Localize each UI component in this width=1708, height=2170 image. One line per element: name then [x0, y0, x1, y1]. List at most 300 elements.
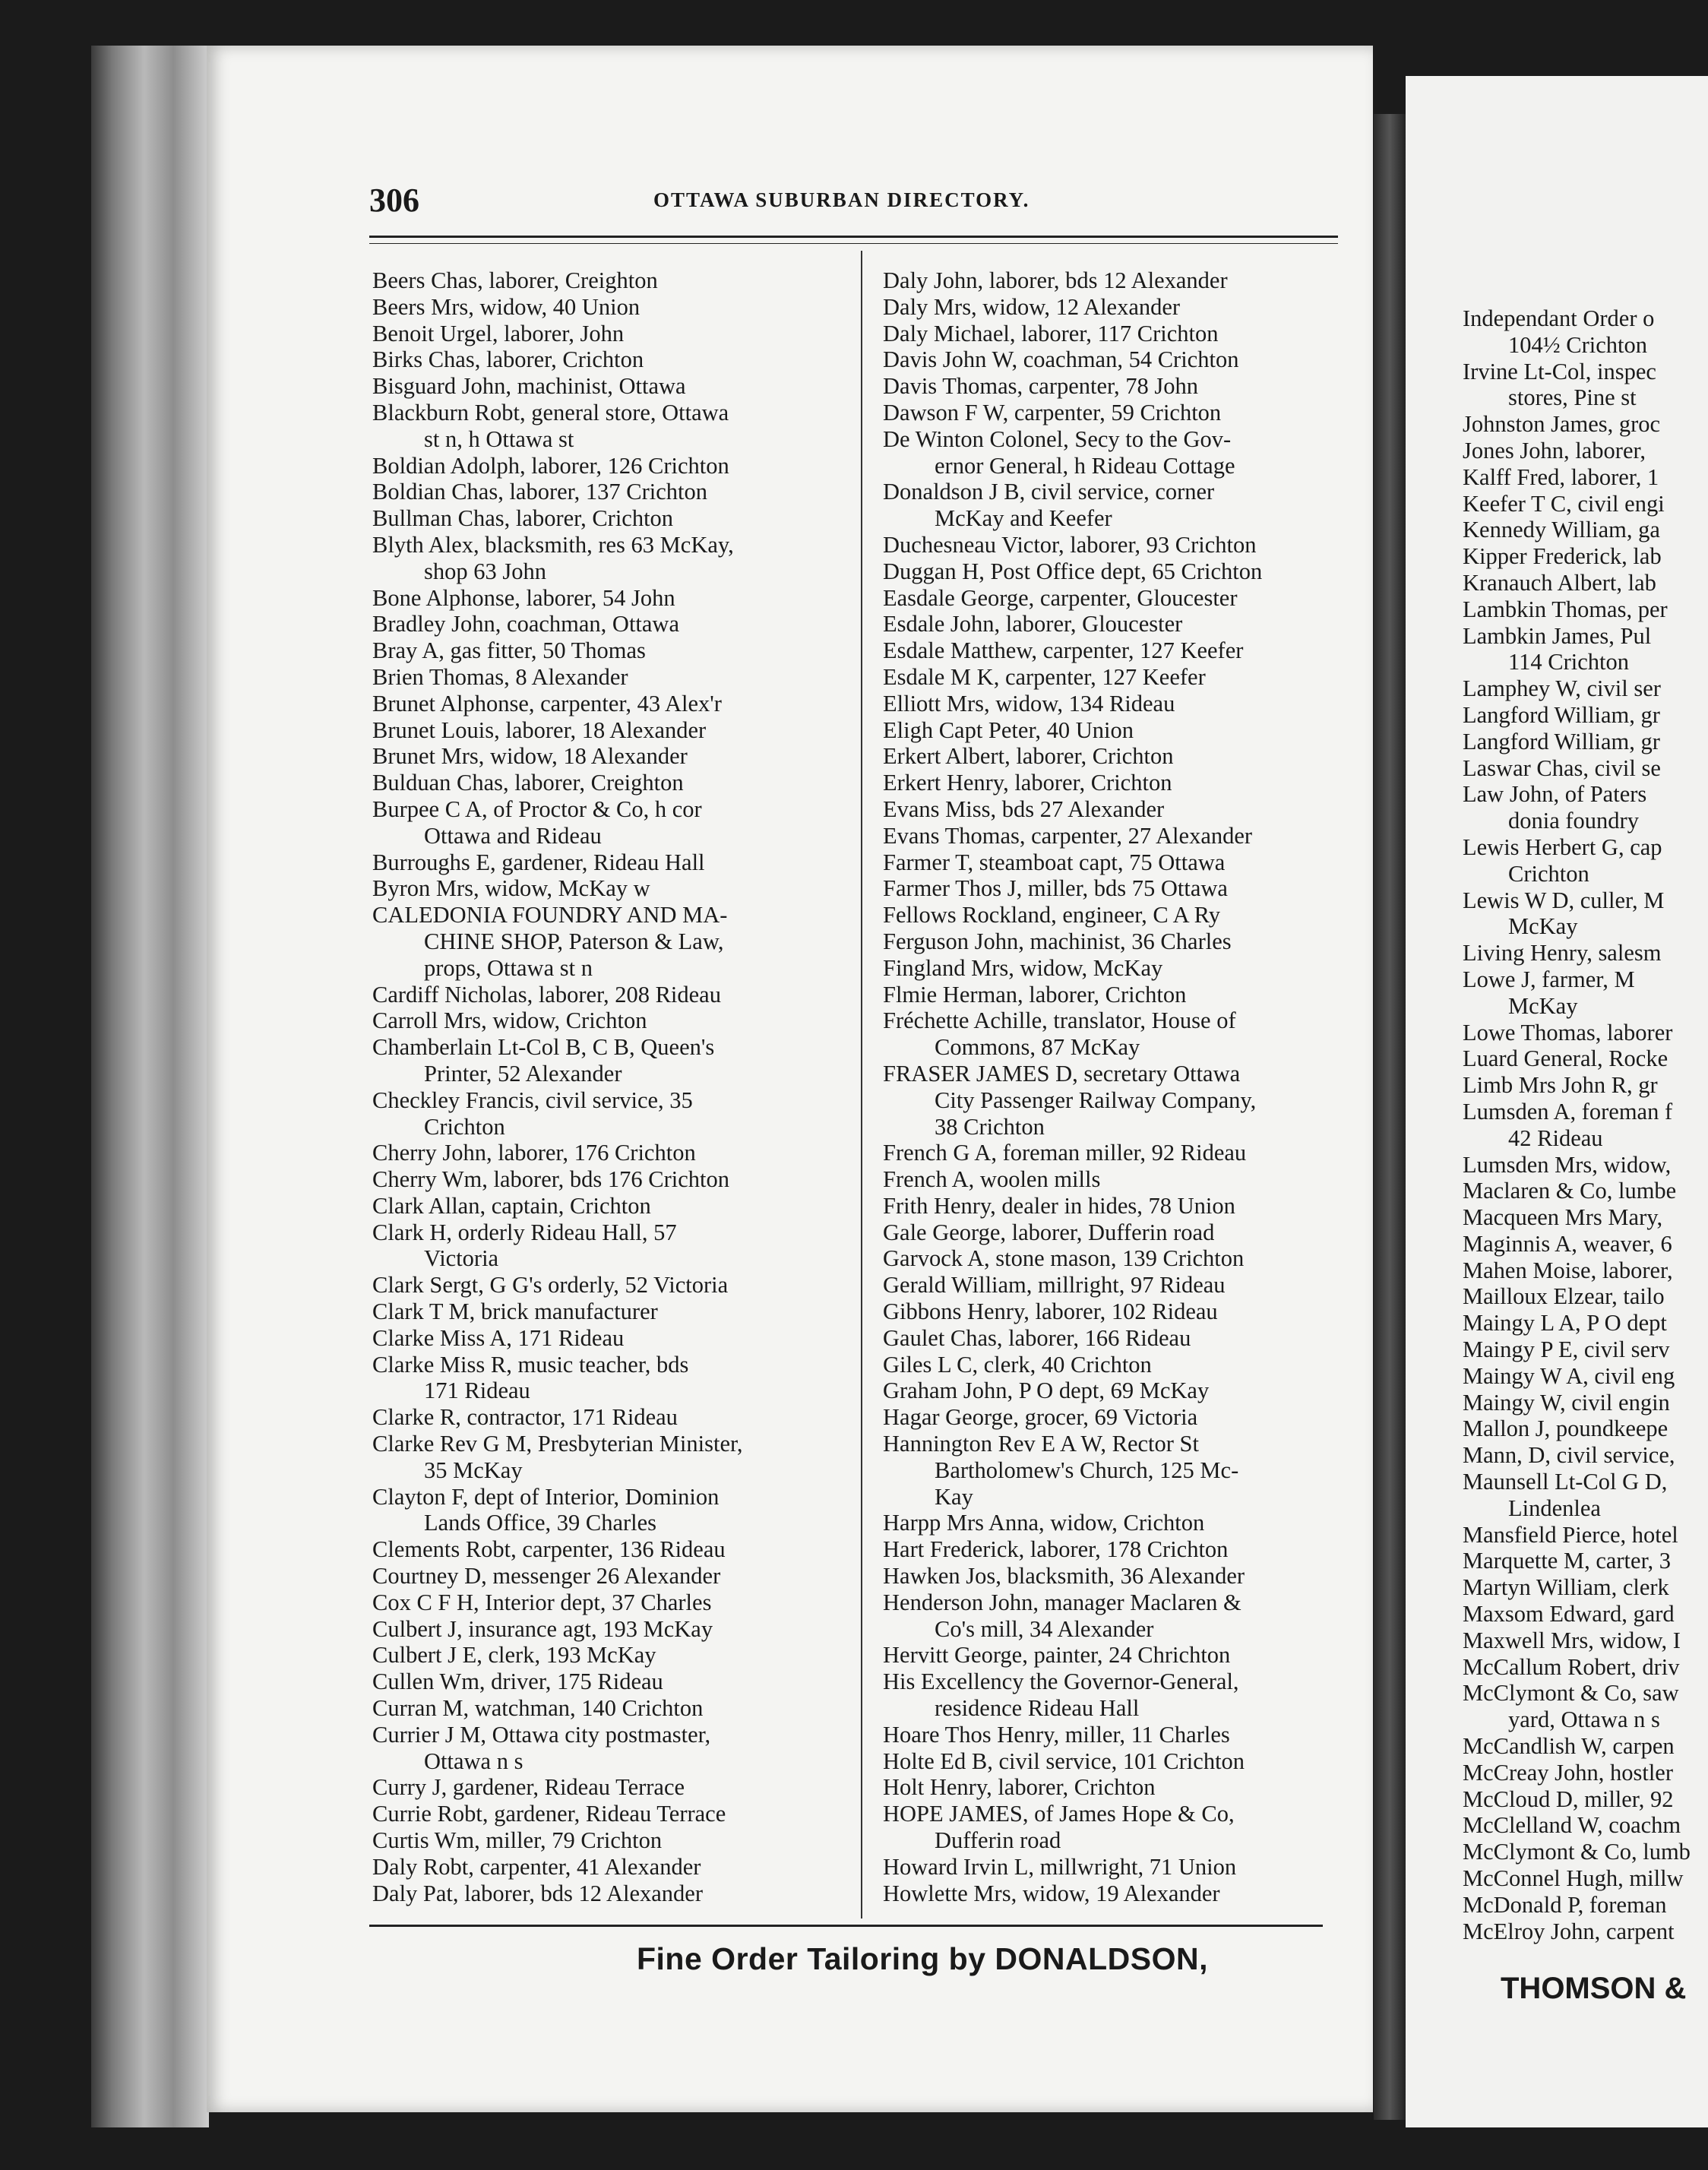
directory-entry	[883, 321, 1339, 347]
right-page-line: McElroy John, carpent	[1463, 1918, 1675, 1944]
entry-line: Culbert J E, clerk, 193 McKay	[372, 1642, 656, 1669]
directory-entry	[883, 1193, 1339, 1219]
directory-entry	[883, 1536, 1339, 1563]
right-page-line: Lumsden Mrs, widow,	[1463, 1151, 1672, 1178]
entry-line: Clarke Miss R, music teacher, bds	[372, 1351, 689, 1378]
directory-entry	[883, 558, 1339, 585]
right-page-line: yard, Ottawa n s	[1508, 1707, 1660, 1733]
right-page-line: Maingy P E, civil serv	[1463, 1336, 1670, 1363]
entry-line: Checkley Francis, civil service, 35	[372, 1087, 693, 1113]
directory-entry	[883, 1166, 1339, 1193]
entry-continuation-line: shop 63 John	[424, 558, 546, 584]
entry-line: Bullman Chas, laborer, Crichton	[372, 505, 674, 532]
directory-entry	[883, 585, 1339, 612]
page-number: 306	[369, 182, 419, 219]
entry-continuation-line: Commons, 87 McKay	[935, 1034, 1140, 1061]
entry-line: Davis John W, coachman, 54 Crichton	[883, 346, 1239, 373]
entry-line: Daly Pat, laborer, bds 12 Alexander	[372, 1880, 703, 1906]
entry-line: Daly John, laborer, bds 12 Alexander	[883, 267, 1228, 293]
directory-entry	[372, 1881, 828, 1907]
directory-entry	[883, 532, 1339, 558]
entry-continuation-line: Printer, 52 Alexander	[424, 1060, 622, 1087]
directory-entry	[372, 585, 828, 612]
entry-line: Evans Thomas, carpenter, 27 Alexander	[883, 822, 1253, 849]
entry-line: Brunet Alphonse, carpenter, 43 Alex'r	[372, 690, 722, 716]
directory-entry	[372, 1695, 828, 1722]
entry-line: Howlette Mrs, widow, 19 Alexander	[883, 1880, 1220, 1906]
directory-entry	[372, 1193, 828, 1219]
entry-line: Burpee C A, of Proctor & Co, h cor	[372, 796, 702, 822]
directory-entry	[372, 1722, 828, 1775]
entry-line: Gibbons Henry, laborer, 102 Rideau	[883, 1299, 1218, 1325]
entry-continuation-line: City Passenger Railway Company,	[935, 1087, 1257, 1113]
book-spine-edge	[91, 46, 209, 2127]
entry-line: Howard Irvin L, millwright, 71 Union	[883, 1853, 1237, 1880]
directory-entry	[883, 1510, 1339, 1536]
entry-line: Cardiff Nicholas, laborer, 208 Rideau	[372, 981, 721, 1008]
directory-entry	[883, 1299, 1339, 1325]
directory-entry	[372, 1669, 828, 1695]
entry-line: Hawken Jos, blacksmith, 36 Alexander	[883, 1563, 1245, 1590]
entry-line: Culbert J, insurance agt, 193 McKay	[372, 1615, 713, 1642]
directory-entry	[372, 1536, 828, 1563]
directory-entry	[372, 1140, 828, 1166]
directory-entry	[372, 1219, 828, 1273]
directory-entry	[883, 1352, 1339, 1378]
directory-entry	[883, 1563, 1339, 1590]
entry-line: Currie Robt, gardener, Rideau Terrace	[372, 1801, 726, 1827]
directory-entry	[372, 1325, 828, 1352]
book-gutter	[1374, 114, 1406, 2120]
directory-entry	[372, 875, 828, 902]
entry-line: Clayton F, dept of Interior, Dominion	[372, 1483, 720, 1510]
entry-continuation-line: Ottawa and Rideau	[424, 822, 602, 849]
directory-entry	[372, 982, 828, 1008]
directory-entry	[883, 1801, 1339, 1854]
entry-line: Donaldson J B, civil service, corner	[883, 479, 1215, 505]
entry-line: Currier J M, Ottawa city postmaster,	[372, 1721, 711, 1748]
directory-entry	[883, 717, 1339, 744]
entry-line: CALEDONIA FOUNDRY AND MA-	[372, 902, 728, 928]
directory-entry	[372, 664, 828, 691]
directory-entry	[372, 1272, 828, 1299]
directory-entry	[883, 1404, 1339, 1431]
directory-entry	[372, 1087, 828, 1140]
entry-line: FRASER JAMES D, secretary Ottawa	[883, 1060, 1241, 1087]
right-page-line: McCloud D, miller, 92	[1463, 1786, 1674, 1812]
directory-entry	[372, 796, 828, 849]
directory-entry	[883, 691, 1339, 717]
entry-line: Harpp Mrs Anna, widow, Crichton	[883, 1510, 1205, 1536]
entry-line: Daly Mrs, widow, 12 Alexander	[883, 293, 1181, 320]
entry-line: Easdale George, carpenter, Gloucester	[883, 584, 1238, 611]
right-page-line: Luard General, Rocke	[1463, 1045, 1668, 1072]
right-page-line: Maingy W A, civil eng	[1463, 1362, 1675, 1389]
right-page-line: Martyn William, clerk	[1463, 1574, 1669, 1601]
entry-line: His Excellency the Governor-General,	[883, 1669, 1239, 1695]
right-page-line: Lambkin James, Pul	[1463, 622, 1652, 649]
right-page-line: Lowe Thomas, laborer	[1463, 1019, 1673, 1045]
entry-line: Chamberlain Lt-Col B, C B, Queen's	[372, 1034, 715, 1061]
right-page-line: Maclaren & Co, lumbe	[1463, 1178, 1677, 1204]
right-page-line: McClelland W, coachm	[1463, 1812, 1681, 1839]
entry-line: Beers Chas, laborer, Creighton	[372, 267, 658, 293]
directory-entry	[883, 426, 1339, 479]
directory-entry	[372, 321, 828, 347]
entry-continuation-line: Crichton	[424, 1113, 505, 1140]
entry-line: Benoit Urgel, laborer, John	[372, 320, 625, 346]
directory-entry	[883, 373, 1339, 400]
entry-line: Flmie Herman, laborer, Crichton	[883, 981, 1187, 1008]
entry-continuation-line: st n, h Ottawa st	[424, 425, 574, 452]
entry-line: Fingland Mrs, widow, McKay	[883, 954, 1163, 981]
right-page-line: 42 Rideau	[1508, 1125, 1603, 1151]
directory-entry	[372, 453, 828, 479]
right-page-line: Maunsell Lt-Col G D,	[1463, 1469, 1668, 1495]
entry-line: Daly Michael, laborer, 117 Crichton	[883, 320, 1219, 346]
right-page-line: Lamphey W, civil ser	[1463, 675, 1661, 702]
directory-entry	[883, 1854, 1339, 1881]
entry-line: Davis Thomas, carpenter, 78 John	[883, 373, 1198, 400]
right-page-line: McDonald P, foreman	[1463, 1891, 1667, 1918]
right-page-line: Law John, of Paters	[1463, 781, 1647, 808]
right-page-line: Crichton	[1508, 860, 1589, 887]
directory-entry	[883, 875, 1339, 902]
right-page-line: Independant Order o	[1463, 305, 1655, 331]
entry-line: Clarke Rev G M, Presbyterian Minister,	[372, 1431, 743, 1457]
directory-entry	[372, 743, 828, 770]
directory-entry	[883, 1219, 1339, 1246]
directory-column-left	[372, 267, 828, 1906]
right-page-line: Kennedy William, ga	[1463, 517, 1660, 543]
right-page-line: 104½ Crichton	[1508, 331, 1647, 358]
entry-line: Clements Robt, carpenter, 136 Rideau	[372, 1536, 726, 1563]
entry-line: Graham John, P O dept, 69 McKay	[883, 1378, 1210, 1404]
directory-entry	[883, 928, 1339, 955]
right-page-line: Kranauch Albert, lab	[1463, 569, 1656, 596]
entry-line: Byron Mrs, widow, McKay w	[372, 875, 650, 902]
entry-line: Brunet Mrs, widow, 18 Alexander	[372, 743, 688, 770]
right-page-line: Mansfield Pierce, hotel	[1463, 1521, 1678, 1548]
entry-line: Curtis Wm, miller, 79 Crichton	[372, 1827, 663, 1854]
right-page-line: Keefer T C, civil engi	[1463, 490, 1665, 517]
entry-line: De Winton Colonel, Secy to the Gov-	[883, 425, 1232, 452]
directory-entry	[883, 1590, 1339, 1643]
entry-line: Blyth Alex, blacksmith, res 63 McKay,	[372, 531, 734, 558]
entry-line: Clark H, orderly Rideau Hall, 57	[372, 1219, 677, 1245]
entry-line: Birks Chas, laborer, Crichton	[372, 346, 644, 373]
entry-line: Giles L C, clerk, 40 Crichton	[883, 1351, 1152, 1378]
directory-entry	[372, 1484, 828, 1537]
directory-entry	[883, 1325, 1339, 1352]
entry-line: Fréchette Achille, translator, House of	[883, 1008, 1236, 1034]
right-page-line: McKay	[1508, 992, 1578, 1019]
directory-entry	[372, 373, 828, 400]
directory-entry	[372, 1801, 828, 1827]
running-title: OTTAWA SUBURBAN DIRECTORY.	[653, 188, 1030, 211]
entry-line: Esdale Matthew, carpenter, 127 Keefer	[883, 637, 1244, 664]
entry-continuation-line: Ottawa n s	[424, 1748, 523, 1774]
entry-line: French G A, foreman miller, 92 Rideau	[883, 1140, 1247, 1166]
directory-entry	[883, 1378, 1339, 1404]
entry-line: Cox C F H, Interior dept, 37 Charles	[372, 1589, 712, 1615]
entry-line: Boldian Chas, laborer, 137 Crichton	[372, 479, 707, 505]
right-page-line: Lewis W D, culler, M	[1463, 887, 1665, 913]
entry-line: Hagar George, grocer, 69 Victoria	[883, 1404, 1198, 1431]
right-page-line: Langford William, gr	[1463, 728, 1660, 754]
directory-entry	[883, 770, 1339, 796]
directory-entry	[883, 664, 1339, 691]
right-page-line: Lewis Herbert G, cap	[1463, 834, 1662, 860]
entry-line: Esdale John, laborer, Gloucester	[883, 611, 1183, 637]
directory-entry	[883, 294, 1339, 321]
directory-entry	[372, 611, 828, 637]
entry-continuation-line: McKay and Keefer	[935, 505, 1112, 532]
entry-line: Hart Frederick, laborer, 178 Crichton	[883, 1536, 1229, 1563]
entry-continuation-line: Bartholomew's Church, 125 Mc-	[935, 1457, 1239, 1483]
directory-entry	[372, 1008, 828, 1034]
directory-entry	[372, 1590, 828, 1616]
directory-entry	[883, 637, 1339, 664]
directory-entry	[372, 1616, 828, 1643]
entry-line: Clark Allan, captain, Crichton	[372, 1192, 651, 1219]
right-page-line: Maingy L A, P O dept	[1463, 1310, 1667, 1336]
entry-line: Blackburn Robt, general store, Ottawa	[372, 399, 729, 425]
directory-entry	[372, 1827, 828, 1854]
entry-line: Bradley John, coachman, Ottawa	[372, 611, 679, 637]
directory-entry	[372, 479, 828, 505]
entry-line: Holte Ed B, civil service, 101 Crichton	[883, 1748, 1245, 1774]
entry-line: Elliott Mrs, widow, 134 Rideau	[883, 690, 1175, 716]
directory-entry	[372, 770, 828, 796]
right-page-line: Kalff Fred, laborer, 1	[1463, 463, 1659, 490]
right-page-line: Maingy W, civil engin	[1463, 1389, 1670, 1416]
right-page-line: Mallon J, poundkeepe	[1463, 1416, 1668, 1442]
entry-line: Erkert Albert, laborer, Crichton	[883, 743, 1174, 770]
directory-entry	[883, 1642, 1339, 1669]
directory-entry	[372, 691, 828, 717]
entry-line: Gerald William, millright, 97 Rideau	[883, 1272, 1226, 1299]
right-page-line: Maginnis A, weaver, 6	[1463, 1230, 1672, 1257]
entry-line: Curry J, gardener, Rideau Terrace	[372, 1774, 685, 1801]
entry-line: Evans Miss, bds 27 Alexander	[883, 796, 1165, 822]
entry-continuation-line: CHINE SHOP, Paterson & Law,	[424, 928, 724, 954]
right-page-line: Mahen Moise, laborer,	[1463, 1257, 1673, 1283]
entry-line: Dawson F W, carpenter, 59 Crichton	[883, 399, 1222, 425]
entry-line: Clark Sergt, G G's orderly, 52 Victoria	[372, 1272, 729, 1299]
entry-line: Erkert Henry, laborer, Crichton	[883, 770, 1172, 796]
entry-continuation-line: 35 McKay	[424, 1457, 523, 1483]
right-page-line: stores, Pine st	[1508, 384, 1637, 411]
entry-line: French A, woolen mills	[883, 1166, 1101, 1193]
entry-line: Bulduan Chas, laborer, Creighton	[372, 770, 684, 796]
directory-entry	[883, 982, 1339, 1008]
right-page-line: McCandlish W, carpen	[1463, 1733, 1675, 1760]
directory-entry	[883, 1008, 1339, 1061]
footer-rule	[369, 1925, 1323, 1927]
directory-entry	[883, 267, 1339, 294]
entry-line: Cullen Wm, driver, 175 Rideau	[372, 1669, 663, 1695]
directory-entry	[372, 717, 828, 744]
directory-entry	[372, 294, 828, 321]
entry-line: Eligh Capt Peter, 40 Union	[883, 716, 1134, 743]
directory-column-middle	[883, 267, 1339, 1906]
entry-line: Carroll Mrs, widow, Crichton	[372, 1008, 647, 1034]
entry-line: Cherry Wm, laborer, bds 176 Crichton	[372, 1166, 730, 1193]
entry-line: Duggan H, Post Office dept, 65 Crichton	[883, 558, 1263, 584]
entry-line: Henderson John, manager Maclaren &	[883, 1589, 1241, 1615]
directory-entry	[883, 1669, 1339, 1722]
directory-entry	[372, 1299, 828, 1325]
right-page-line: Lumsden A, foreman f	[1463, 1098, 1673, 1125]
entry-line: Clarke R, contractor, 171 Rideau	[372, 1404, 678, 1431]
header-rule-thin	[369, 243, 1338, 244]
entry-continuation-line: 171 Rideau	[424, 1378, 530, 1404]
right-page-line: donia foundry	[1508, 808, 1639, 834]
entry-line: Curran M, watchman, 140 Crichton	[372, 1695, 704, 1722]
entry-line: Hoare Thos Henry, miller, 11 Charles	[883, 1721, 1230, 1748]
directory-entry	[883, 1140, 1339, 1166]
directory-entry	[372, 267, 828, 294]
entry-continuation-line: Dufferin road	[935, 1827, 1061, 1854]
entry-line: Bray A, gas fitter, 50 Thomas	[372, 637, 646, 664]
entry-continuation-line: 38 Crichton	[935, 1113, 1045, 1140]
entry-line: Esdale M K, carpenter, 127 Keefer	[883, 663, 1206, 690]
right-page-line: Mann, D, civil service,	[1463, 1442, 1675, 1469]
directory-entry	[372, 505, 828, 532]
entry-line: Courtney D, messenger 26 Alexander	[372, 1563, 721, 1590]
directory-entry	[883, 479, 1339, 532]
entry-continuation-line: Victoria	[424, 1245, 499, 1272]
entry-line: Hervitt George, painter, 24 Chrichton	[883, 1642, 1231, 1669]
entry-line: Ferguson John, machinist, 36 Charles	[883, 928, 1232, 954]
column-divider	[861, 251, 862, 1919]
entry-line: Boldian Adolph, laborer, 126 Crichton	[372, 452, 729, 479]
right-page-footer-advertisement: THOMSON &	[1501, 1972, 1687, 2005]
entry-line: Brien Thomas, 8 Alexander	[372, 663, 628, 690]
directory-entry	[883, 1748, 1339, 1775]
directory-entry	[883, 1431, 1339, 1510]
right-page-line: McCreay John, hostler	[1463, 1759, 1673, 1786]
right-page-line: Mailloux Elzear, tailo	[1463, 1283, 1665, 1310]
entry-line: Gaulet Chas, laborer, 166 Rideau	[883, 1324, 1191, 1351]
entry-line: Holt Henry, laborer, Crichton	[883, 1774, 1156, 1801]
right-page-line: Laswar Chas, civil se	[1463, 754, 1661, 781]
entry-continuation-line: residence Rideau Hall	[935, 1695, 1140, 1722]
entry-line: Farmer T, steamboat capt, 75 Ottawa	[883, 849, 1226, 875]
right-page-line: Living Henry, salesm	[1463, 940, 1662, 966]
header-rule	[369, 236, 1338, 238]
right-page-line: McCallum Robert, driv	[1463, 1653, 1680, 1680]
right-page-line: Macqueen Mrs Mary,	[1463, 1204, 1663, 1231]
directory-entry	[883, 1272, 1339, 1299]
right-page-line: Maxwell Mrs, widow, I	[1463, 1627, 1681, 1653]
footer-advertisement: Fine Order Tailoring by DONALDSON,	[637, 1941, 1209, 1976]
entry-line: Brunet Louis, laborer, 18 Alexander	[372, 716, 707, 743]
entry-line: Clark T M, brick manufacturer	[372, 1299, 658, 1325]
directory-entry	[372, 1404, 828, 1431]
right-page-line: Limb Mrs John R, gr	[1463, 1072, 1658, 1099]
entry-line: Garvock A, stone mason, 139 Crichton	[883, 1245, 1245, 1272]
right-page-line: Lambkin Thomas, per	[1463, 596, 1668, 622]
entry-continuation-line: ernor General, h Rideau Cottage	[935, 452, 1235, 479]
directory-entry	[883, 743, 1339, 770]
directory-entry	[883, 400, 1339, 426]
directory-entry	[883, 346, 1339, 373]
right-page-line: Jones John, laborer,	[1463, 437, 1646, 463]
right-page-line: Johnston James, groc	[1463, 411, 1661, 438]
directory-entry	[372, 1774, 828, 1801]
directory-entry	[883, 1881, 1339, 1907]
entry-line: Duchesneau Victor, laborer, 93 Crichton	[883, 531, 1257, 558]
directory-entry	[372, 346, 828, 373]
directory-entry	[883, 1722, 1339, 1748]
entry-continuation-line: Kay	[935, 1483, 973, 1510]
directory-entry	[883, 1061, 1339, 1140]
directory-entry	[883, 1245, 1339, 1272]
directory-entry	[372, 400, 828, 453]
directory-entry	[883, 823, 1339, 849]
entry-line: Fellows Rockland, engineer, C A Ry	[883, 902, 1221, 928]
directory-entry	[372, 1854, 828, 1881]
right-page-line: Lowe J, farmer, M	[1463, 966, 1635, 992]
right-page-line: Lindenlea	[1508, 1495, 1601, 1521]
entry-continuation-line: props, Ottawa st n	[424, 954, 593, 981]
entry-line: HOPE JAMES, of James Hope & Co,	[883, 1801, 1235, 1827]
right-page-line: Irvine Lt-Col, inspec	[1463, 358, 1656, 384]
directory-entry	[372, 637, 828, 664]
entry-line: Clarke Miss A, 171 Rideau	[372, 1324, 625, 1351]
directory-entry	[883, 955, 1339, 982]
right-page-line: 114 Crichton	[1508, 649, 1629, 675]
entry-line: Burroughs E, gardener, Rideau Hall	[372, 849, 705, 875]
directory-entry	[883, 902, 1339, 928]
directory-entry	[372, 532, 828, 585]
right-page-line: McClymont & Co, lumb	[1463, 1839, 1691, 1865]
directory-entry	[372, 1431, 828, 1484]
directory-entry	[883, 611, 1339, 637]
entry-line: Gale George, laborer, Dufferin road	[883, 1219, 1215, 1245]
entry-continuation-line: Co's mill, 34 Alexander	[935, 1615, 1154, 1642]
right-page-line: Marquette M, carter, 3	[1463, 1548, 1672, 1574]
entry-line: Frith Henry, dealer in hides, 78 Union	[883, 1192, 1235, 1219]
entry-line: Daly Robt, carpenter, 41 Alexander	[372, 1853, 701, 1880]
entry-continuation-line: Lands Office, 39 Charles	[424, 1510, 657, 1536]
directory-entry	[372, 1352, 828, 1405]
entry-line: Bone Alphonse, laborer, 54 John	[372, 584, 675, 611]
right-page-line: Maxsom Edward, gard	[1463, 1601, 1675, 1628]
entry-line: Bisguard John, machinist, Ottawa	[372, 373, 686, 400]
directory-entry	[883, 796, 1339, 823]
directory-entry	[372, 849, 828, 876]
directory-entry	[372, 1034, 828, 1087]
right-page-line: McConnel Hugh, millw	[1463, 1865, 1684, 1892]
right-page-line: McClymont & Co, saw	[1463, 1680, 1679, 1707]
directory-entry	[883, 1774, 1339, 1801]
entry-line: Beers Mrs, widow, 40 Union	[372, 293, 640, 320]
directory-entry	[372, 902, 828, 981]
directory-column-right-page	[1463, 305, 1706, 1944]
directory-entry	[372, 1563, 828, 1590]
entry-line: Farmer Thos J, miller, bds 75 Ottawa	[883, 875, 1228, 902]
directory-entry	[372, 1642, 828, 1669]
right-page-line: McKay	[1508, 913, 1578, 940]
directory-entry	[883, 849, 1339, 876]
directory-entry	[372, 1166, 828, 1193]
entry-line: Cherry John, laborer, 176 Crichton	[372, 1140, 696, 1166]
entry-line: Hannington Rev E A W, Rector St	[883, 1431, 1199, 1457]
right-page-line: Kipper Frederick, lab	[1463, 543, 1662, 570]
